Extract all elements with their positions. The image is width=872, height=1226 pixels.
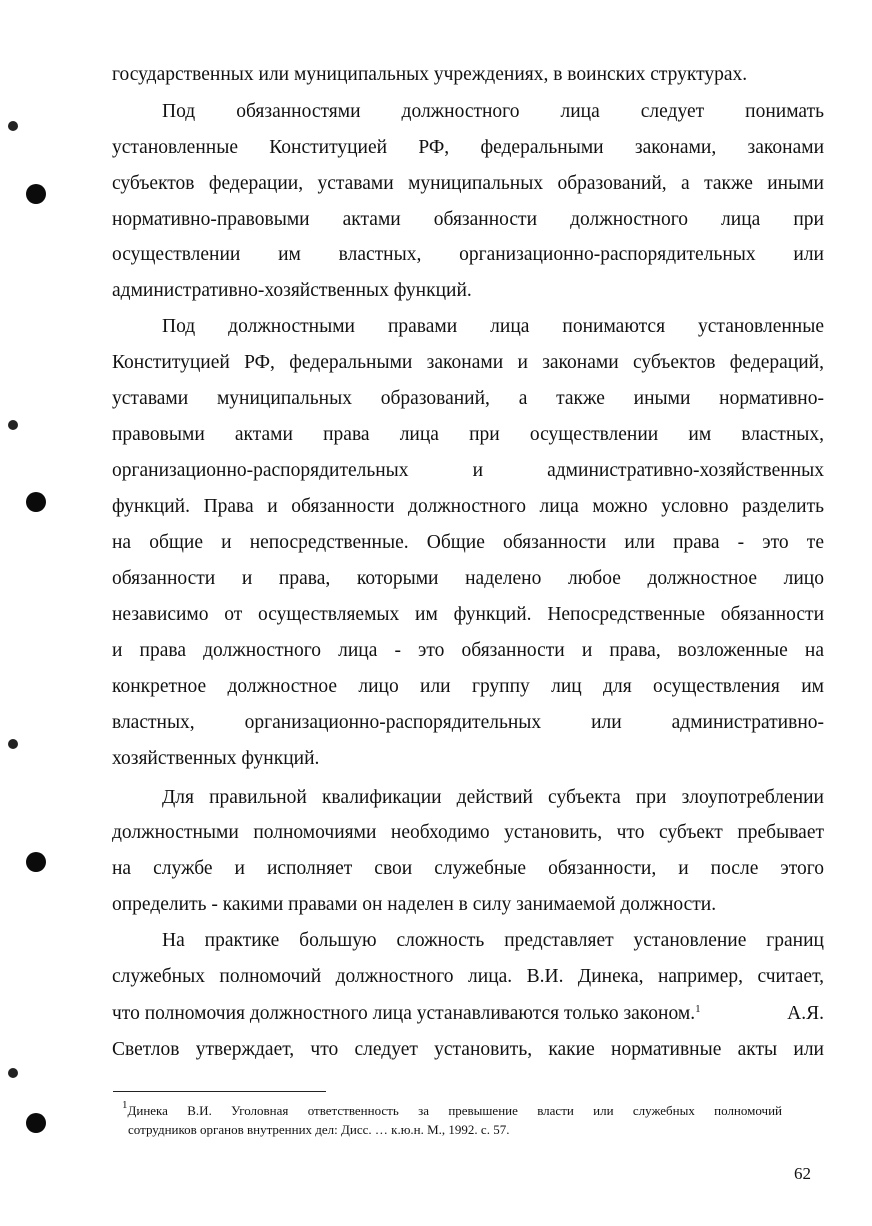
scan-speck	[8, 420, 18, 430]
text-line: Для правильной квалификации действий субъекта при злоупотреблении	[162, 787, 824, 808]
text-line: на службе и исполняет свои служебные обязанности, и после этого	[112, 858, 824, 879]
text-line: Светлов утверждает, что следует установить, какие нормативные акты или	[112, 1039, 824, 1060]
text-line: уставами муниципальных образований, а также иными нормативно-	[112, 388, 824, 409]
punch-hole	[26, 184, 46, 204]
text-line: Под обязанностями должностного лица следует понимать	[162, 101, 824, 122]
text-line: конкретное должностное лицо или группу лиц для осуществления им	[112, 676, 824, 697]
line-text-tail: А.Я.	[787, 1003, 824, 1024]
text-line: нормативно-правовыми актами обязанности должностного лица при	[112, 209, 824, 230]
text-line: Конституцией РФ, федеральными законами и законами субъектов федераций,	[112, 352, 824, 373]
text-line: обязанности и права, которыми наделено любое должностное лицо	[112, 568, 824, 589]
footnote-text: Динека В.И. Уголовная ответственность за превышение власти или служебных полномочий	[127, 1103, 782, 1118]
text-line-with-footnote-ref	[112, 1002, 824, 1026]
text-line: на общие и непосредственные. Общие обязанности или права - это те	[112, 532, 824, 553]
text-line: хозяйственных функций.	[112, 748, 320, 769]
text-line: государственных или муниципальных учреждениях, в воинских структурах.	[112, 64, 748, 85]
scan-speck	[8, 1068, 18, 1078]
footnote-line: сотрудников органов внутренних дел: Дисс. … к.ю.н. М., 1992. с. 57.	[128, 1122, 510, 1137]
text-line: субъектов федерации, уставами муниципальных образований, а также иными	[112, 173, 824, 194]
text-line: независимо от осуществляемых им функций. Непосредственные обязанности	[112, 604, 824, 625]
text-line: функций. Права и обязанности должностного лица можно условно разделить	[112, 496, 824, 517]
text-line: определить - какими правами он наделен в силу занимаемой должности.	[112, 894, 717, 915]
punch-hole	[26, 1113, 46, 1133]
page-number: 62	[794, 1164, 811, 1183]
text-line: Под должностными правами лица понимаются установленные	[162, 316, 824, 337]
text-line: и права должностного лица - это обязанности и права, возложенные на	[112, 640, 824, 661]
text-line: административно-хозяйственных функций.	[112, 280, 472, 301]
scan-speck	[8, 739, 18, 749]
scan-speck	[8, 121, 18, 131]
punch-hole	[26, 852, 46, 872]
text-line: правовыми актами права лица при осуществлении им властных,	[112, 424, 824, 445]
text-line: должностными полномочиями необходимо установить, что субъект пребывает	[112, 822, 824, 843]
footnote-line	[122, 1101, 782, 1120]
text-line: властных, организационно-распорядительных или административно-	[112, 712, 824, 733]
footnote-reference: 1	[695, 1003, 701, 1015]
text-line: установленные Конституцией РФ, федеральными законами, законами	[112, 137, 824, 158]
footnote-marker: 1	[122, 1099, 128, 1111]
punch-hole	[26, 492, 46, 512]
line-text: что полномочия должностного лица устанавливаются только законом.	[112, 1003, 696, 1024]
footnote-separator	[113, 1091, 326, 1092]
text-line: организационно-распорядительных и административно-хозяйственных	[112, 460, 824, 481]
text-line: На практике большую сложность представляет установление границ	[162, 930, 824, 951]
text-line: осуществлении им властных, организационно-распорядительных или	[112, 244, 824, 265]
text-line: служебных полномочий должностного лица. В.И. Динека, например, считает,	[112, 966, 824, 987]
